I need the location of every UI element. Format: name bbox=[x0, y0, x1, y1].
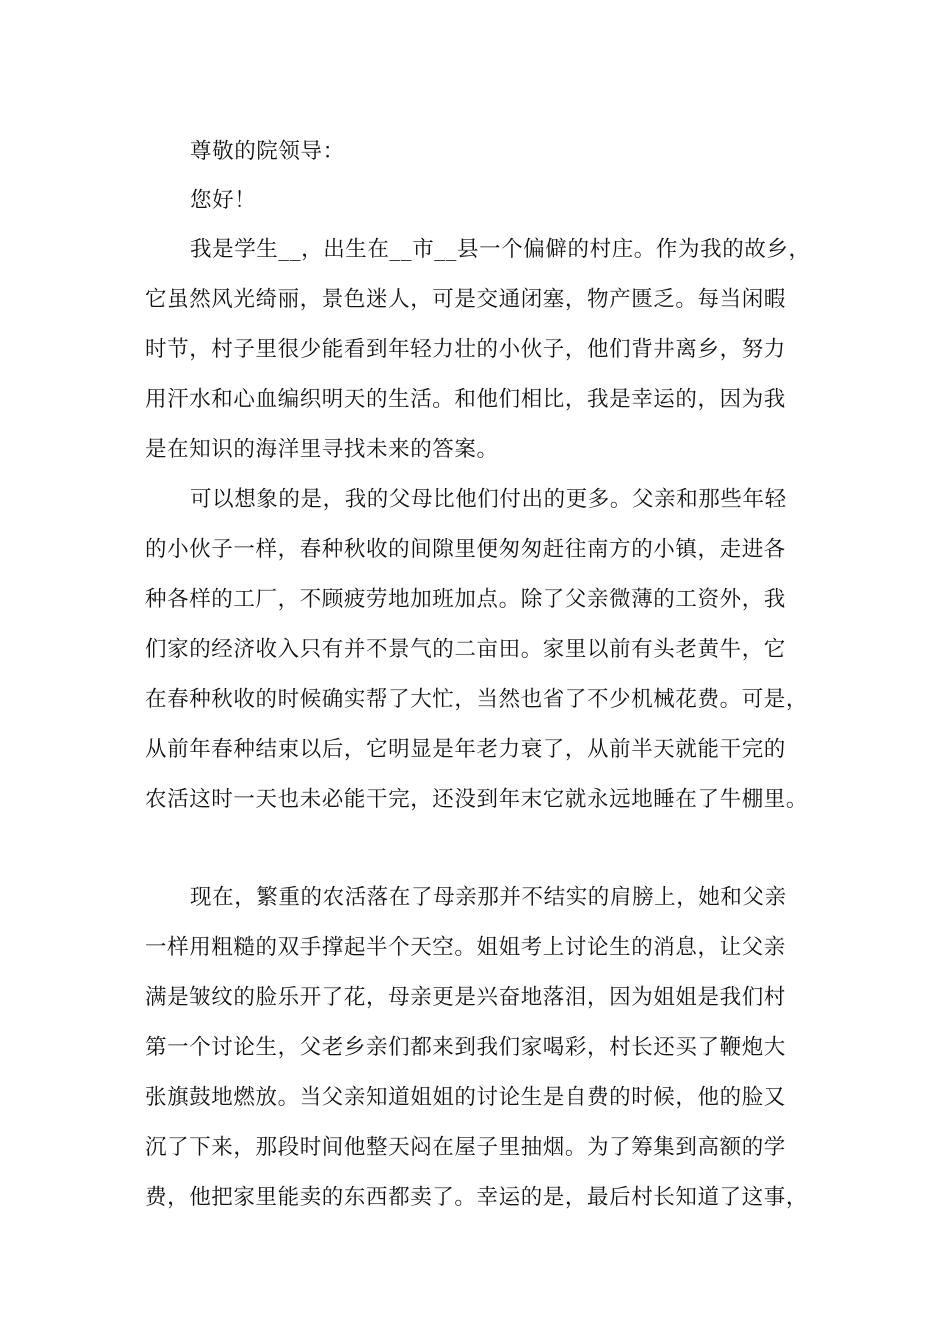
paragraph-line: 张旗鼓地燃放。当父亲知道姐姐的讨论生是自费的时候，他的脸又 bbox=[145, 1085, 786, 1110]
paragraph-line: 一样用粗糙的双手撑起半个天空。姐姐考上讨论生的消息，让父亲 bbox=[145, 935, 786, 960]
salutation: 尊敬的院领导： bbox=[190, 139, 345, 164]
paragraph-line: 从前年春种结束以后，它明显是年老力衰了，从前半天就能干完的 bbox=[145, 737, 786, 762]
paragraph-line: 农活这时一天也未必能干完，还没到年末它就永远地睡在了牛棚里。 bbox=[145, 787, 809, 812]
paragraph-line: 沉了下来，那段时间他整天闷在屋子里抽烟。为了筹集到高额的学 bbox=[145, 1135, 786, 1160]
paragraph-line: 们家的经济收入只有并不景气的二亩田。家里以前有头老黄牛，它 bbox=[145, 637, 786, 662]
paragraph-line: 第一个讨论生，父老乡亲们都来到我们家喝彩，村长还买了鞭炮大 bbox=[145, 1035, 786, 1060]
paragraph-line: 可以想象的是，我的父母比他们付出的更多。父亲和那些年轻 bbox=[190, 487, 787, 512]
paragraph-line: 是在知识的海洋里寻找未来的答案。 bbox=[145, 437, 499, 462]
paragraph-line: 种各样的工厂，不顾疲劳地加班加点。除了父亲微薄的工资外，我 bbox=[145, 587, 786, 612]
paragraph-line: 费，他把家里能卖的东西都卖了。幸运的是，最后村长知道了这事， bbox=[145, 1185, 809, 1210]
paragraph-line: 在春种秋收的时候确实帮了大忙，当然也省了不少机械花费。可是， bbox=[145, 687, 809, 712]
paragraph-line: 现在，繁重的农活落在了母亲那并不结实的肩膀上，她和父亲 bbox=[190, 885, 787, 910]
paragraph-line: 它虽然风光绮丽，景色迷人，可是交通闭塞，物产匮乏。每当闲暇 bbox=[145, 287, 786, 312]
paragraph-line: 时节，村子里很少能看到年轻力壮的小伙子，他们背井离乡，努力 bbox=[145, 337, 786, 362]
paragraph-line: 满是皱纹的脸乐开了花，母亲更是兴奋地落泪，因为姐姐是我们村 bbox=[145, 985, 786, 1010]
paragraph-line: 我是学生__，出生在__市__县一个偏僻的村庄。作为我的故乡， bbox=[190, 237, 811, 262]
paragraph-line: 的小伙子一样，春种秋收的间隙里便匆匆赶往南方的小镇，走进各 bbox=[145, 537, 786, 562]
paragraph-line: 用汗水和心血编织明天的生活。和他们相比，我是幸运的，因为我 bbox=[145, 387, 786, 412]
greeting: 您好！ bbox=[190, 188, 257, 213]
